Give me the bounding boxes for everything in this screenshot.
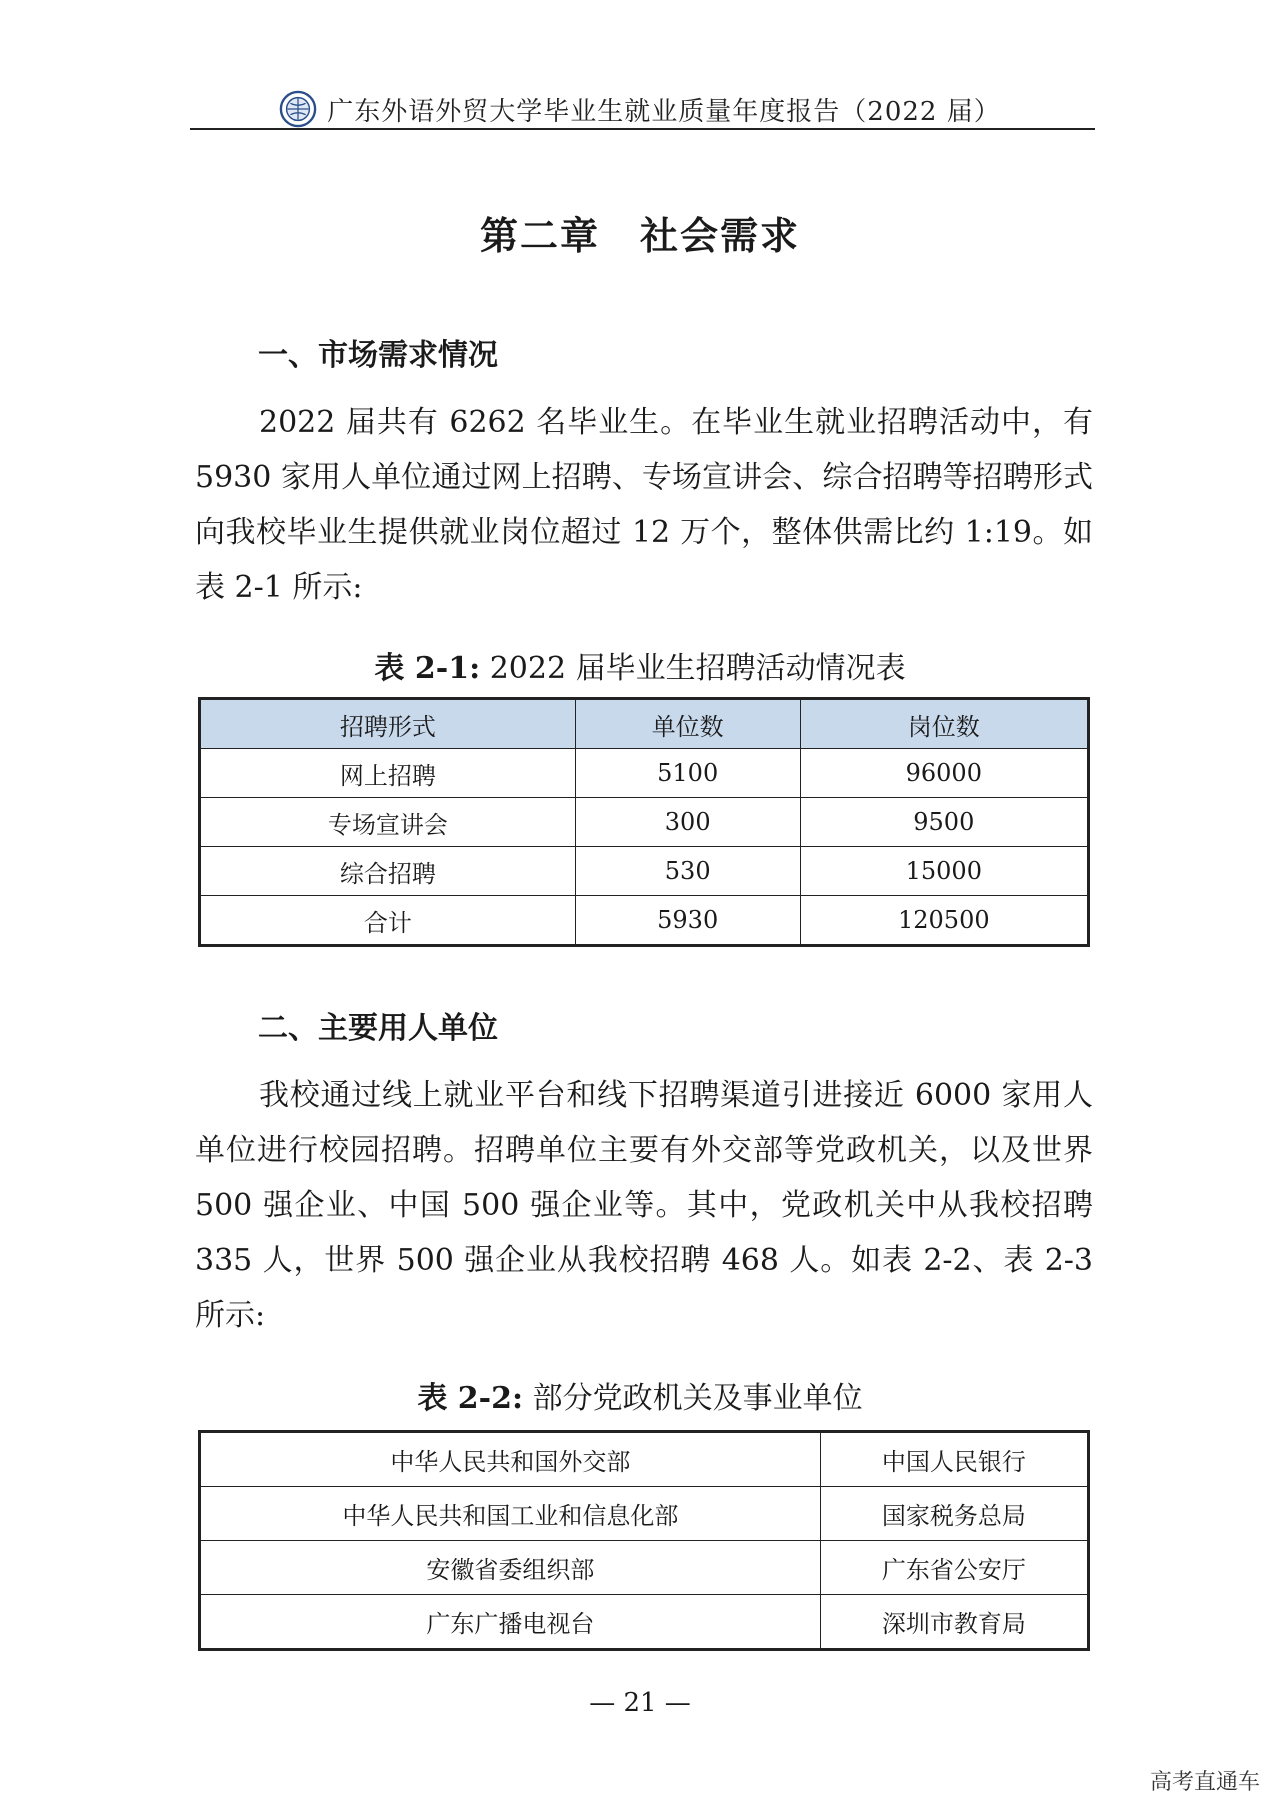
table-row <box>200 1432 1089 1487</box>
section-heading-market-demand: 一、市场需求情况 <box>258 338 498 373</box>
table-cell: 96000 <box>800 749 1088 798</box>
table1-caption-prefix: 表 2-1: <box>374 651 481 686</box>
table-cell: 15000 <box>800 847 1088 896</box>
table-row <box>200 1487 1089 1541</box>
table-row <box>200 1595 1089 1650</box>
table-cell: 专场宣讲会 <box>200 798 576 847</box>
table2-caption <box>0 1373 1280 1417</box>
table1-caption-text: 2022 届毕业生招聘活动情况表 <box>489 651 906 686</box>
section2-paragraph <box>195 1068 1093 1343</box>
table2-caption-text: 部分党政机关及事业单位 <box>532 1381 863 1416</box>
table-header-cell: 招聘形式 <box>200 699 576 749</box>
table-cell: 广东省公安厅 <box>820 1541 1088 1595</box>
header-title: 广东外语外贸大学毕业生就业质量年度报告（2022 届） <box>327 96 1001 127</box>
government-institutions-table <box>198 1430 1090 1651</box>
table-row <box>200 749 1089 798</box>
table-row <box>200 1541 1089 1595</box>
table-cell: 深圳市教育局 <box>820 1595 1088 1650</box>
table-cell: 广东广播电视台 <box>200 1595 821 1650</box>
page-header <box>190 88 1090 130</box>
section2-text: 我校通过线上就业平台和线下招聘渠道引进接近 6000 家用人单位进行校园招聘。招聘单位主要有外交部等党政机关，以及世界 500 强企业、中国 500 强企业等。其中，党政机关中从我校招聘 335 人，世界 500 强企业从我校招聘 468 人。如表 2-2、表 2-3 所示: <box>195 1078 1093 1333</box>
page-number: — 21 — <box>589 1688 691 1718</box>
table-cell: 综合招聘 <box>200 847 576 896</box>
table2-caption-prefix: 表 2-2: <box>417 1381 524 1416</box>
table-cell: 530 <box>575 847 800 896</box>
table-cell: 中华人民共和国外交部 <box>200 1432 821 1487</box>
university-seal-icon <box>279 90 317 128</box>
table1-caption <box>0 643 1280 687</box>
table-cell: 中华人民共和国工业和信息化部 <box>200 1487 821 1541</box>
table-cell: 120500 <box>800 896 1088 946</box>
table-cell: 网上招聘 <box>200 749 576 798</box>
table-cell: 国家税务总局 <box>820 1487 1088 1541</box>
table-row <box>200 896 1089 946</box>
table-row <box>200 847 1089 896</box>
chapter-title: 第二章 社会需求 <box>479 213 800 258</box>
table-cell: 5930 <box>575 896 800 946</box>
table-cell: 中国人民银行 <box>820 1432 1088 1487</box>
watermark: 高考直通车 <box>1149 1770 1260 1795</box>
section1-paragraph <box>195 395 1093 615</box>
section1-text: 2022 届共有 6262 名毕业生。在毕业生就业招聘活动中，有 5930 家用人单位通过网上招聘、专场宣讲会、综合招聘等招聘形式向我校毕业生提供就业岗位超过 12 万个，整体供需比约 1:19。如表 2-1 所示: <box>195 405 1093 605</box>
section-heading-main-employers: 二、主要用人单位 <box>258 1011 498 1046</box>
table-row <box>200 798 1089 847</box>
table-cell: 300 <box>575 798 800 847</box>
header-divider <box>190 128 1095 130</box>
table-header-cell: 单位数 <box>575 699 800 749</box>
table-header-row <box>200 699 1089 749</box>
table-cell: 9500 <box>800 798 1088 847</box>
table-cell: 5100 <box>575 749 800 798</box>
recruitment-activity-table <box>198 697 1090 947</box>
table-cell: 合计 <box>200 896 576 946</box>
table-cell: 安徽省委组织部 <box>200 1541 821 1595</box>
table-header-cell: 岗位数 <box>800 699 1088 749</box>
